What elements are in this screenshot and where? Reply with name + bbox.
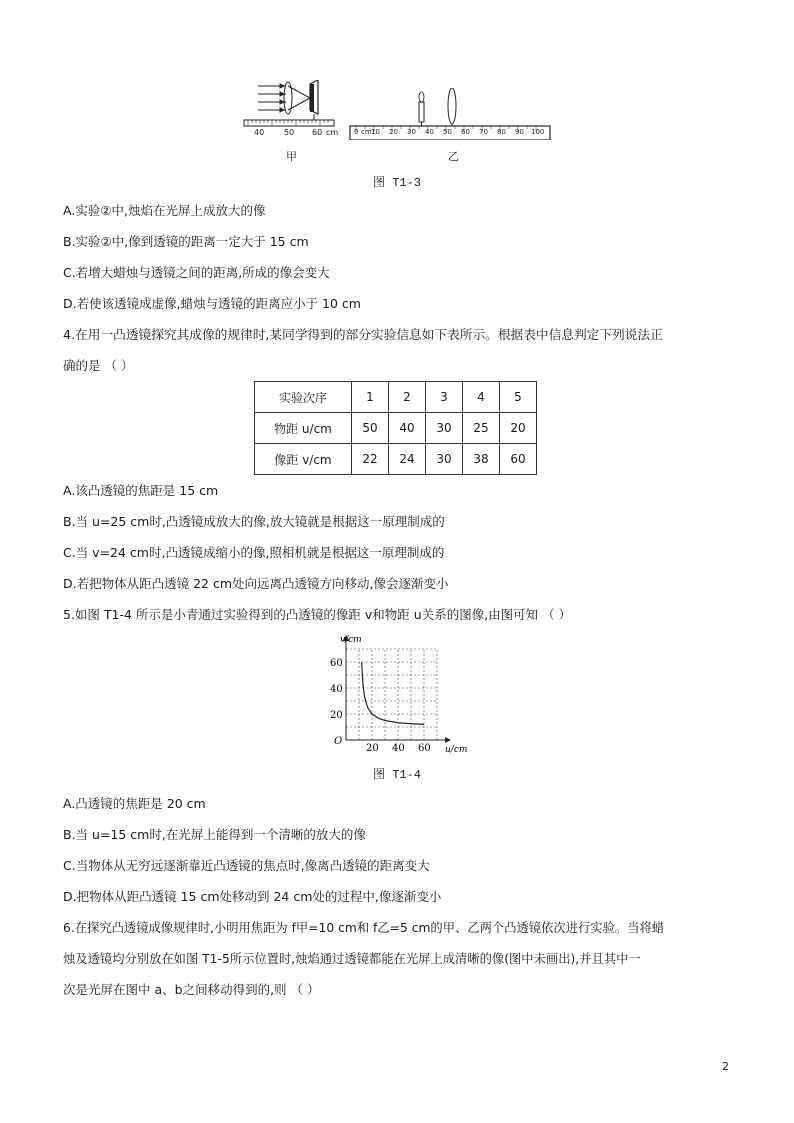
table-cell: 30 — [426, 413, 463, 444]
x-tick-label: 40 — [392, 743, 405, 754]
x-axis-label: u/cm — [445, 745, 468, 755]
q4-option-c: C.当 v=24 cm时,凸透镜成缩小的像,照相机就是根据这一原理制成的 — [63, 545, 445, 560]
q3-option-c: C.若增大蜡烛与透镜之间的距离,所成的像会变大 — [63, 265, 330, 280]
q4-stem-line2: 确的是 （ ） — [63, 358, 134, 373]
q6-line3: 次是光屏在图中 a、b之间移动得到的,则 （ ） — [63, 982, 320, 997]
q4-option-d: D.若把物体从距凸透镜 22 cm处向远离凸透镜方向移动,像会逐渐变小 — [63, 576, 449, 591]
y-tick-label: 60 — [330, 658, 343, 669]
unit-label: cm — [361, 128, 372, 136]
origin-label: O — [334, 736, 343, 747]
table-header-cell: 3 — [426, 382, 463, 413]
table-header-cell: 1 — [352, 382, 389, 413]
table-cell: 30 — [426, 444, 463, 475]
table-cell: 50 — [352, 413, 389, 444]
table-cell: 20 — [500, 413, 537, 444]
tick-label: 0 — [354, 128, 359, 136]
table-header-cell: 5 — [500, 382, 537, 413]
x-tick-label: 20 — [366, 743, 379, 754]
tick-label: 60 — [461, 128, 470, 136]
q3-option-b: B.实验②中,像到透镜的距离一定大于 15 cm — [63, 234, 309, 249]
q5-option-b: B.当 u=15 cm时,在光屏上能得到一个清晰的放大的像 — [63, 827, 366, 842]
tick-label: 10 — [371, 128, 380, 136]
tick-label: 100 — [531, 128, 545, 136]
table-cell: 24 — [389, 444, 426, 475]
tick-label: 20 — [389, 128, 398, 136]
table-cell: 像距 v/cm — [255, 444, 352, 475]
table-header-cell: 实验次序 — [255, 382, 352, 413]
panel-b-label: 乙 — [448, 150, 459, 163]
table-row — [255, 413, 537, 444]
q5-option-a: A.凸透镜的焦距是 20 cm — [63, 796, 206, 811]
y-tick-label: 40 — [330, 684, 343, 695]
q4-option-a: A.该凸透镜的焦距是 15 cm — [63, 483, 219, 498]
q3-option-a: A.实验②中,烛焰在光屏上成放大的像 — [63, 203, 266, 218]
table-header-cell: 2 — [389, 382, 426, 413]
tick-label: 60 — [312, 128, 323, 137]
tick-label: 70 — [479, 128, 488, 136]
v-u-graph — [318, 632, 478, 756]
panel-a-label: 甲 — [286, 150, 297, 163]
table-cell: 22 — [352, 444, 389, 475]
figure-caption-t1-4: 图 T1-4 — [373, 768, 422, 782]
y-axis-label: v/cm — [340, 635, 362, 645]
tick-label: 30 — [407, 128, 416, 136]
q6-line2: 烛及透镜均分别放在如图 T1-5所示位置时,烛焰通过透镜都能在光屏上成清晰的像(图中未画出),并且其中一 — [63, 952, 641, 966]
figure-caption-t1-3: 图 T1-3 — [373, 176, 422, 190]
y-tick-label: 20 — [330, 710, 343, 721]
table-header-cell: 4 — [463, 382, 500, 413]
q5-option-c: C.当物体从无穷远逐渐靠近凸透镜的焦点时,像离凸透镜的距离变大 — [63, 858, 430, 873]
unit-label: cm — [326, 128, 339, 137]
tick-label: 90 — [515, 128, 524, 136]
q3-option-d: D.若使该透镜成虚像,蜡烛与透镜的距离应小于 10 cm — [63, 296, 361, 311]
q6-line1: 6.在探究凸透镜成像规律时,小明用焦距为 f甲=10 cm和 f乙=5 cm的甲、乙两个凸透镜依次进行实验。当将蜡 — [63, 921, 665, 935]
q5-stem: 5.如图 T1-4 所示是小青通过实验得到的凸透镜的像距 v和物距 u关系的图像,由图可知 （ ） — [63, 607, 572, 622]
x-tick-label: 60 — [418, 743, 431, 754]
table-row — [255, 444, 537, 475]
tick-label: 50 — [284, 128, 295, 137]
tick-label: 50 — [443, 128, 452, 136]
table-cell: 60 — [500, 444, 537, 475]
q4-stem-line1: 4.在用一凸透镜探究其成像的规律时,某同学得到的部分实验信息如下表所示。根据表中信息判定下列说法正 — [63, 327, 663, 342]
q4-data-table — [254, 381, 537, 475]
figure-t1-3 — [240, 80, 560, 170]
ruler-b-ticks — [350, 128, 556, 138]
table-cell: 40 — [389, 413, 426, 444]
q4-option-b: B.当 u=25 cm时,凸透镜成放大的像,放大镜就是根据这一原理制成的 — [63, 514, 445, 529]
q5-option-d: D.把物体从距凸透镜 15 cm处移动到 24 cm处的过程中,像逐渐变小 — [63, 889, 442, 904]
table-cell: 25 — [463, 413, 500, 444]
tick-label: 40 — [425, 128, 434, 136]
series-line — [362, 662, 424, 724]
page-number: 2 — [722, 1060, 729, 1073]
tick-label: 40 — [254, 128, 265, 137]
tick-label: 80 — [497, 128, 506, 136]
table-cell: 物距 u/cm — [255, 413, 352, 444]
table-row — [255, 382, 537, 413]
table-cell: 38 — [463, 444, 500, 475]
chart-grid — [346, 649, 437, 740]
